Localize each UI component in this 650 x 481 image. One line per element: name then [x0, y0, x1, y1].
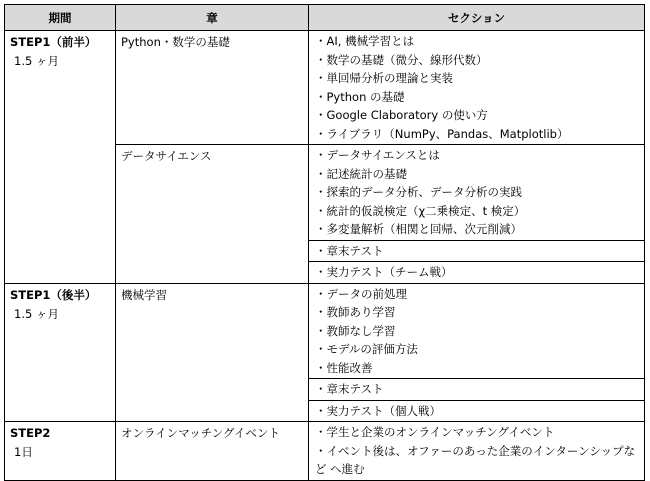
- section-item: ・Python の基礎: [315, 89, 405, 104]
- section-cell: [309, 31, 645, 145]
- section-item: ・学生と企業のオンラインマッチングイベント: [315, 425, 555, 439]
- period-cell: [5, 283, 116, 422]
- section-item: ・章末テスト: [315, 382, 384, 396]
- section-item: ・実力テスト（個人戦）: [315, 403, 442, 418]
- section-cell: [309, 400, 645, 422]
- section-item: ・Google Claboratory の使い方: [315, 108, 488, 122]
- section-cell: [309, 379, 645, 401]
- period-cell: [5, 31, 116, 284]
- header-section: セクション: [309, 5, 645, 31]
- header-row: [5, 5, 645, 31]
- section-cell: [309, 145, 645, 241]
- section-item: ・記述統計の基礎: [315, 166, 407, 181]
- phase-label: STEP2: [10, 426, 51, 440]
- section-item: ・教師なし学習: [315, 323, 396, 338]
- section-item: ・データの前処理: [315, 286, 407, 301]
- header-chapter: 章: [116, 5, 309, 31]
- section-cell: [309, 262, 645, 284]
- section-item: ・単回帰分析の理論と実装: [315, 71, 453, 85]
- section-item: ・モデルの評価方法: [315, 342, 418, 356]
- section-item: ・統計的仮説検定（χ二乗検定、t 検定）: [315, 203, 526, 218]
- chapter-name: データサイエンス: [121, 149, 212, 163]
- section-item: ・AI, 機械学習とは: [315, 34, 415, 48]
- section-item: ・探索的データ分析、データ分析の実践: [315, 185, 522, 199]
- section-cell: [309, 283, 645, 379]
- chapter-name: 機械学習: [121, 287, 167, 302]
- chapter-cell: [116, 422, 309, 481]
- section-cell: [309, 422, 645, 481]
- phase-label: STEP1（後半）: [10, 287, 97, 302]
- duration-label: 1日: [14, 445, 33, 459]
- chapter-name: オンラインマッチングイベント: [121, 426, 280, 440]
- section-cell: [309, 240, 645, 262]
- section-item: ・章末テスト: [315, 243, 384, 258]
- chapter-cell: [116, 145, 309, 284]
- chapter-cell: [116, 283, 309, 422]
- duration-label: 1.5 ヶ月: [14, 306, 59, 321]
- section-item: ・教師あり学習: [315, 305, 396, 319]
- table-row: [5, 422, 645, 481]
- section-item: ・ライブラリ（NumPy、Pandas、Matplotlib）: [315, 126, 569, 141]
- section-item: ・イベント後は、オファーのあった企業のインターンシップなど へ進む: [315, 443, 636, 476]
- section-item: ・実力テスト（チーム戦）: [315, 265, 453, 279]
- chapter-cell: [116, 31, 309, 145]
- curriculum-table: [4, 4, 645, 481]
- section-item: ・データサイエンスとは: [315, 148, 440, 162]
- header-period: 期間: [5, 5, 116, 31]
- section-item: ・数学の基礎（微分、線形代数）: [315, 52, 488, 67]
- section-item: ・多変量解析（相関と回帰、次元削減）: [315, 222, 522, 236]
- chapter-name: Python・数学の基礎: [121, 35, 230, 49]
- section-item: ・性能改善: [315, 360, 373, 375]
- table-row: [5, 283, 645, 379]
- period-cell: [5, 422, 116, 481]
- table-row: [5, 31, 645, 145]
- phase-label: STEP1（前半）: [10, 35, 97, 49]
- duration-label: 1.5 ヶ月: [14, 54, 59, 68]
